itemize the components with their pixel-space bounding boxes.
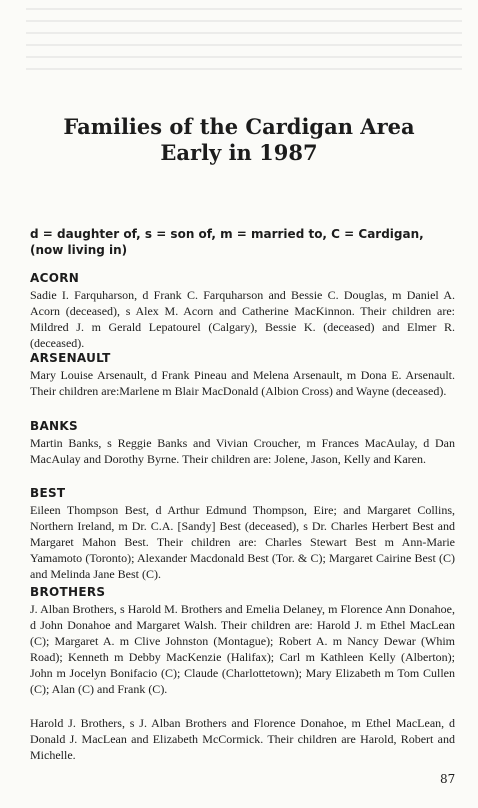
- family-heading: ARSENAULT: [30, 351, 111, 365]
- family-text: Mary Louise Arsenault, d Frank Pineau and Melena Arsenault, m Dona E. Arsenault. Their children are:Marlene m Blair MacDonald (Albion Cross) and Wayne (deceased).: [30, 368, 455, 398]
- family-heading: BROTHERS: [30, 585, 106, 599]
- family-section-brothers-2: [30, 715, 455, 763]
- family-section-best: [30, 485, 455, 582]
- family-section-acorn: [30, 270, 455, 351]
- page-number: 87: [440, 772, 456, 786]
- family-heading: BANKS: [30, 419, 78, 433]
- page-title-line-1: Families of the Cardigan Area: [63, 114, 415, 139]
- page-title-line-2: Early in 1987: [160, 140, 318, 165]
- family-text: Martin Banks, s Reggie Banks and Vivian Croucher, m Frances MacAulay, d Dan MacAulay and Dorothy Byrne. Their children are: Jolene, Jason, Kelly and Karen.: [30, 436, 455, 466]
- family-section-banks: [30, 418, 455, 467]
- family-text: J. Alban Brothers, s Harold M. Brothers and Emelia Delaney, m Florence Ann Donahoe, d John Donahoe and Margaret Walsh. Their children are: Harold J. m Ethel MacLean (C); Margaret A. m Clive Johnston (Montague); Robert A. m Nancy Dewar (Whim Road); Kenneth m Debby MacKenzie (Halifax); Carl m Kathleen Kelly (Alberton); John m Jocelyn Bonifacio (C); Claude (Charlottetown); Mary Elizabeth m Tom Cullen (C); Alan (C) and Frank (C).: [30, 602, 455, 696]
- family-text: Eileen Thompson Best, d Arthur Edmund Thompson, Eire; and Margaret Collins, Northern Ireland, m Dr. C.A. [Sandy] Best (deceased), s Dr. Charles Herbert Best and Margaret Mahon Best. Their children are: Charles Stewart Best m Ann-Marie Yamamoto (Toronto); Alexander Macdonald Best (Tor. & C); Margaret Cairine Best (C) and Melinda Jane Best (C).: [30, 503, 455, 581]
- abbreviation-legend: d = daughter of, s = son of, m = married to, C = Cardigan, (now living in): [30, 227, 424, 257]
- family-heading: BEST: [30, 486, 66, 500]
- family-text: Sadie I. Farquharson, d Frank C. Farquharson and Bessie C. Douglas, m Daniel A. Acorn (deceased), s Alex M. Acorn and Catherine MacKinnon. Their children are: Mildred J. m Gerald Lepatourel (Calgary), Bessie K. (deceased) and Elmer R. (deceased).: [30, 288, 455, 350]
- family-section-arsenault: [30, 350, 455, 399]
- family-heading: ACORN: [30, 271, 80, 285]
- family-text: Harold J. Brothers, s J. Alban Brothers and Florence Donahoe, m Ethel MacLean, d Donald J. MacLean and Elizabeth McCormick. Their children are Harold, Robert and Michelle.: [30, 716, 455, 762]
- family-section-brothers: [30, 584, 455, 697]
